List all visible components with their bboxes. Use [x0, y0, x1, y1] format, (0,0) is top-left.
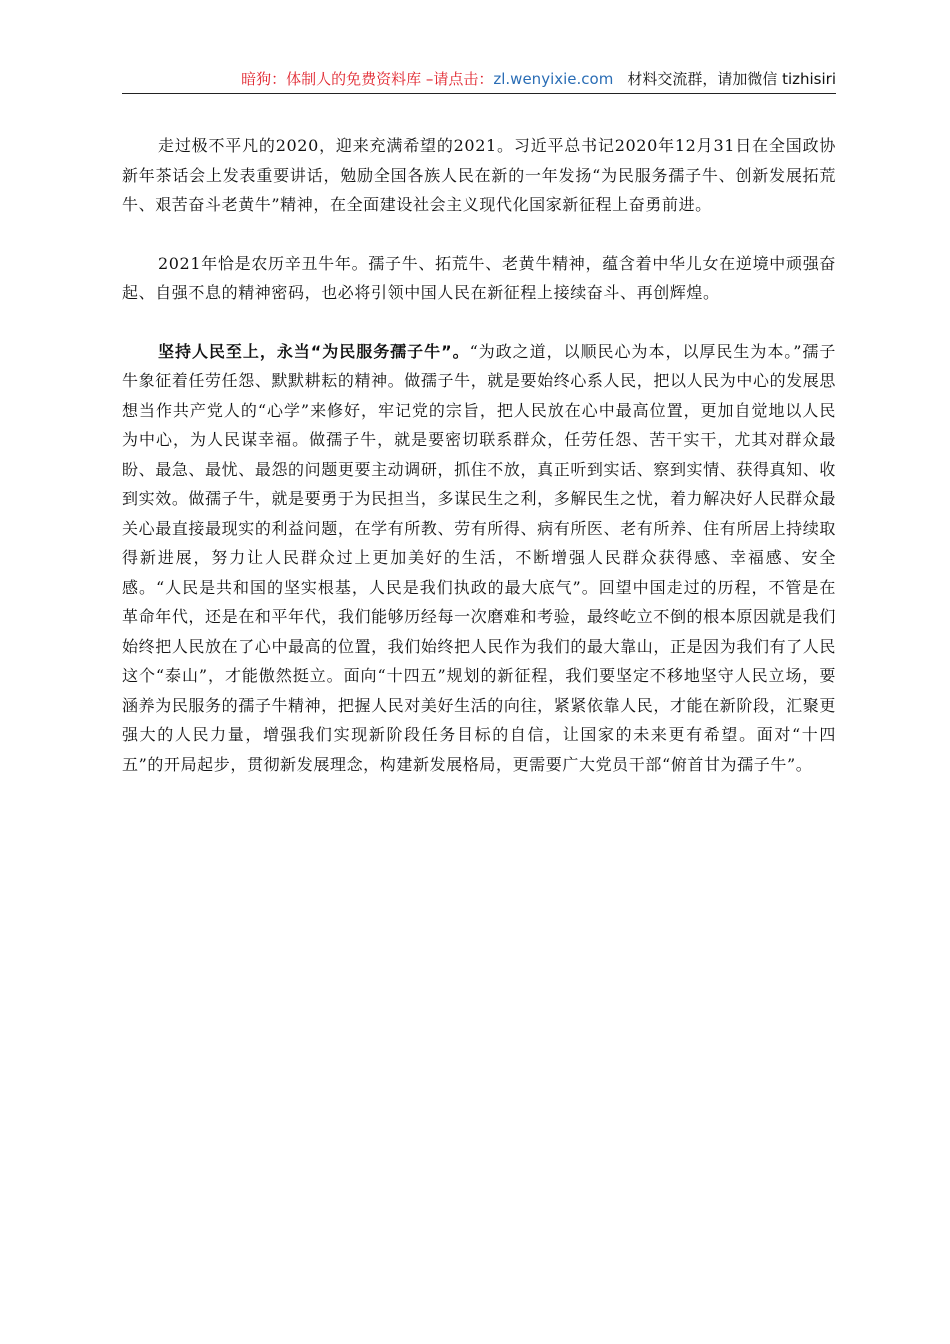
paragraph-lead-heading: 坚持人民至上，永当“为民服务孺子牛”。: [158, 341, 470, 361]
paragraph-text: 走过极不平凡的2020，迎来充满希望的2021。习近平总书记2020年12月31日在全国政协新年茶话会上发表重要讲话，勉励全国各族人民在新的一年发扬“为民服务孺子牛、创新发展拓荒牛、艰苦奋斗老黄牛”精神，在全面建设社会主义现代化国家新征程上奋勇前进。: [122, 136, 836, 214]
header-separator: –请点击：: [421, 70, 494, 88]
paragraph-text: “为政之道，以顺民心为本，以厚民生为本。”孺子牛象征着任劳任怨、默默耕耘的精神。做孺子牛，就是要始终心系人民，把以人民为中心的发展思想当作共产党人的“心学”来修好，牢记党的宗旨，把人民放在心中最高位置，更加自觉地以人民为中心，为人民谋幸福。做孺子牛，就是要密切联系群众，任劳任怨、苦干实干，尤其对群众最盼、最急、最忧、最怨的问题更要主动调研，抓住不放，真正听到实话、察到实情、获得真知、收到实效。做孺子牛，就是要勇于为民担当，多谋民生之利，多解民生之忧，着力解决好人民群众最关心最直接最现实的利益问题，在学有所教、劳有所得、病有所医、老有所养、住有所居上持续取得新进展，努力让人民群众过上更加美好的生活，不断增强人民群众获得感、幸福感、安全感。“人民是共和国的坚实根基，人民是我们执政的最大底气”。回望中国走过的历程，不管是在革命年代，还是在和平年代，我们能够历经每一次磨难和考验，最终屹立不倒的根本原因就是我们始终把人民放在了心中最高的位置，我们始终把人民作为我们的最大靠山，正是因为我们有了人民这个“泰山”，才能傲然挺立。面向“十四五”规划的新征程，我们要坚定不移地坚守人民立场，要涵养为民服务的孺子牛精神，把握人民对美好生活的向往，紧紧依靠人民，才能在新阶段，汇聚更强大的人民力量，增强我们实现新阶段任务目标的自信，让国家的未来更有希望。面对“十四五”的开局起步，贯彻新发展理念，构建新发展格局，更需要广大党员干部“俯首甘为孺子牛”。: [122, 341, 836, 774]
paragraph-text: 2021年恰是农历辛丑牛年。孺子牛、拓荒牛、老黄牛精神，蕴含着中华儿女在逆境中顽强奋起、自强不息的精神密码，也必将引领中国人民在新征程上接续奋斗、再创辉煌。: [122, 253, 836, 302]
paragraph-2: [122, 249, 836, 308]
article-body: [122, 131, 836, 808]
header-group-info: 材料交流群，请加微信 tizhisiri: [627, 70, 836, 88]
header-brand: 暗狗：体制人的免费资料库: [241, 70, 422, 88]
paragraph-3: [122, 337, 836, 780]
page-header: [122, 66, 836, 92]
paragraph-1: [122, 131, 836, 220]
header-divider: [122, 93, 836, 94]
header-url-link[interactable]: zl.wenyixie.com: [493, 70, 614, 88]
